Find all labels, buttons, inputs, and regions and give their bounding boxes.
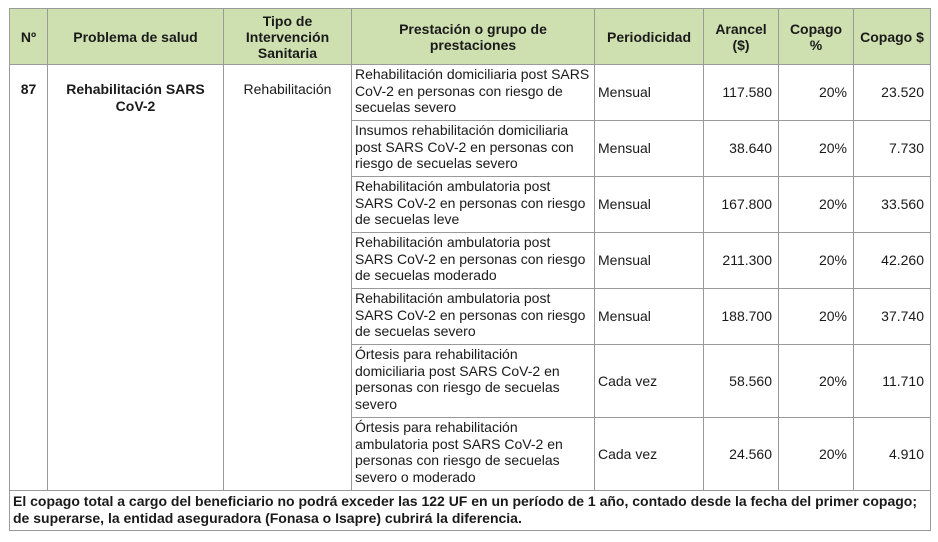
periodicidad-cell: Mensual — [595, 233, 704, 289]
copago-monto-cell: 37.740 — [854, 289, 931, 345]
arancel-cell: 167.800 — [704, 177, 779, 233]
health-problem: Rehabilitación SARS CoV-2 — [48, 65, 224, 491]
arancel-cell: 24.560 — [704, 418, 779, 491]
copago-monto-cell: 11.710 — [854, 345, 931, 418]
copago-pct-cell: 20% — [779, 233, 854, 289]
header-problema: Problema de salud — [48, 9, 224, 65]
header-row — [10, 9, 931, 65]
header-copago-monto: Copago $ — [854, 9, 931, 65]
arancel-cell: 211.300 — [704, 233, 779, 289]
header-nro: Nº — [10, 9, 48, 65]
copago-pct-cell: 20% — [779, 345, 854, 418]
copago-pct-cell: 20% — [779, 418, 854, 491]
periodicidad-cell: Cada vez — [595, 345, 704, 418]
table-row — [10, 65, 931, 121]
periodicidad-cell: Mensual — [595, 289, 704, 345]
arancel-cell: 58.560 — [704, 345, 779, 418]
header-arancel: Arancel ($) — [704, 9, 779, 65]
copago-pct-cell: 20% — [779, 65, 854, 121]
copago-table — [9, 8, 931, 531]
prestacion-cell: Rehabilitación ambulatoria post SARS CoV-2 en personas con riesgo de secuelas severo — [352, 289, 595, 345]
copago-monto-cell: 23.520 — [854, 65, 931, 121]
arancel-cell: 38.640 — [704, 121, 779, 177]
periodicidad-cell: Mensual — [595, 177, 704, 233]
copago-monto-cell: 7.730 — [854, 121, 931, 177]
copago-monto-cell: 33.560 — [854, 177, 931, 233]
prestacion-cell: Rehabilitación domiciliaria post SARS CoV-2 en personas con riesgo de secuelas severo — [352, 65, 595, 121]
copago-pct-cell: 20% — [779, 121, 854, 177]
periodicidad-cell: Cada vez — [595, 418, 704, 491]
footer-row — [10, 491, 931, 531]
prestacion-cell: Órtesis para rehabilitación domiciliaria post SARS CoV-2 en personas con riesgo de secuelas severo — [352, 345, 595, 418]
prestacion-cell: Insumos rehabilitación domiciliaria post SARS CoV-2 en personas con riesgo de secuelas severo — [352, 121, 595, 177]
header-copago-pct: Copago % — [779, 9, 854, 65]
header-periodicidad: Periodicidad — [595, 9, 704, 65]
row-number: 87 — [10, 65, 48, 491]
periodicidad-cell: Mensual — [595, 65, 704, 121]
periodicidad-cell: Mensual — [595, 121, 704, 177]
copago-monto-cell: 42.260 — [854, 233, 931, 289]
copago-pct-cell: 20% — [779, 289, 854, 345]
header-prestacion: Prestación o grupo de prestaciones — [352, 9, 595, 65]
copago-pct-cell: 20% — [779, 177, 854, 233]
arancel-cell: 117.580 — [704, 65, 779, 121]
prestacion-cell: Rehabilitación ambulatoria post SARS CoV-2 en personas con riesgo de secuelas leve — [352, 177, 595, 233]
header-tipo: Tipo de Intervención Sanitaria — [224, 9, 352, 65]
intervention-type: Rehabilitación — [224, 65, 352, 491]
footer-note: El copago total a cargo del beneficiario no podrá exceder las 122 UF en un período de 1 año, contado desde la fecha del primer copago; de superarse, la entidad aseguradora (Fonasa o Isapre) cubrirá la diferencia. — [10, 491, 931, 531]
prestacion-cell: Rehabilitación ambulatoria post SARS CoV-2 en personas con riesgo de secuelas moderado — [352, 233, 595, 289]
arancel-cell: 188.700 — [704, 289, 779, 345]
copago-monto-cell: 4.910 — [854, 418, 931, 491]
prestacion-cell: Órtesis para rehabilitación ambulatoria post SARS CoV-2 en personas con riesgo de secuelas severo o moderado — [352, 418, 595, 491]
